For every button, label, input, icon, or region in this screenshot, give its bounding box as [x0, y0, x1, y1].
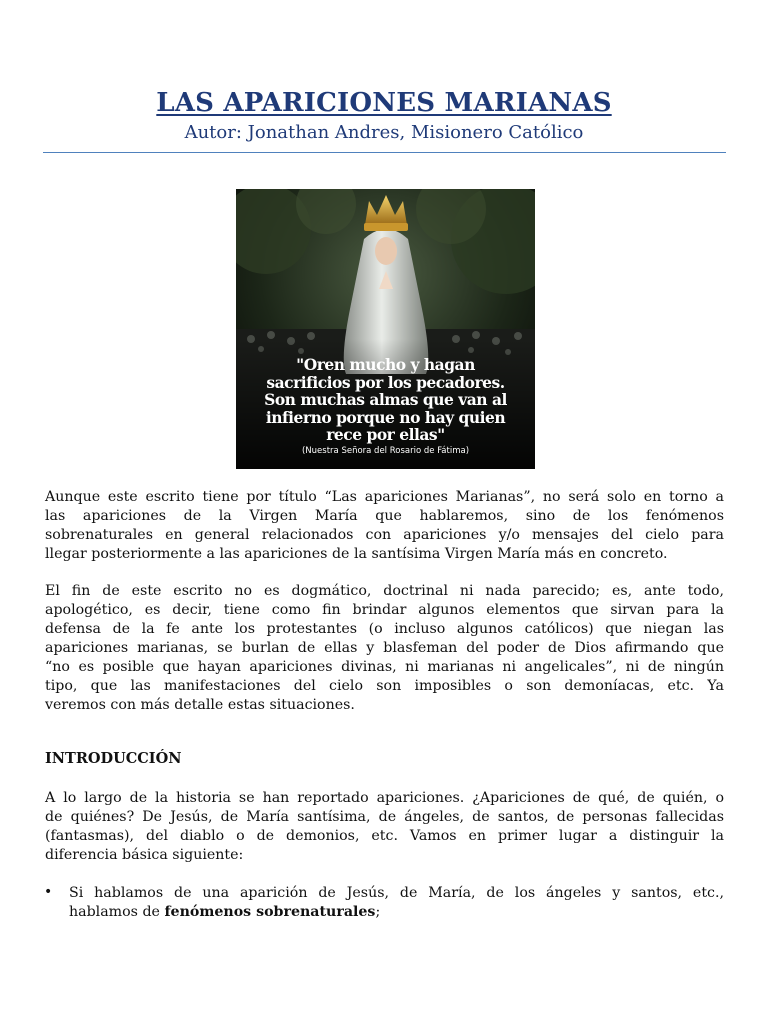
section-heading: INTRODUCCIÓN	[45, 750, 182, 767]
bullet-text: ;	[375, 904, 381, 920]
marian-quote	[236, 356, 535, 444]
paragraph-line: de quiénes? De Jesús, de María santísima, de ángeles, de santos, de personas fallecidas	[45, 809, 724, 825]
document-subtitle: Autor: Jonathan Andres, Misionero Católico	[184, 122, 584, 143]
paragraph-line: apologético, es decir, tiene como fin brindar algunos elementos que sirvan para la	[45, 602, 724, 618]
paragraph-intro	[45, 488, 724, 564]
paragraph-introduction	[45, 789, 724, 865]
bullet-line: Si hablamos de una aparición de Jesús, de María, de los ángeles y santos, etc.,	[69, 885, 724, 901]
paragraph-line: sobrenaturales en general relacionados con apariciones y/o mensajes del cielo para	[45, 527, 724, 543]
bullet-text: hablamos de	[69, 904, 165, 920]
paragraph-line: apariciones marianas, se burlan de ellas y blasfeman del poder de Dios afirmando que	[45, 640, 724, 656]
quote-line: Son muchas almas que van al	[264, 390, 507, 409]
paragraph-line: llegar posteriormente a las apariciones de la santísima Virgen María más en concreto.	[45, 546, 668, 562]
paragraph-line: (fantasmas), del diablo o de demonios, etc. Vamos en primer lugar a distinguir la	[45, 828, 724, 844]
fatima-quote-image	[236, 189, 535, 469]
document-title: LAS APARICIONES MARIANAS	[156, 88, 612, 118]
paragraph-line: El fin de este escrito no es dogmático, doctrinal ni nada parecido; es, ante todo,	[45, 583, 724, 599]
paragraph-line: diferencia básica siguiente:	[45, 847, 244, 863]
quote-line: sacrificios por los pecadores.	[266, 372, 505, 392]
quote-line: "Oren mucho y hagan	[296, 355, 475, 374]
title-divider	[43, 152, 726, 153]
paragraph-line: tipo, que las manifestaciones del cielo son imposibles o son demoníacas, etc. Ya	[45, 678, 724, 694]
paragraph-line: veremos con más detalle estas situaciones.	[45, 697, 355, 713]
paragraph-line: “no es posible que hayan apariciones divinas, ni marianas ni angelicales”, ni de ningún	[45, 659, 724, 675]
quote-line: rece por ellas"	[326, 425, 445, 444]
quote-line: infierno porque no hay quien	[265, 407, 506, 427]
bullet-emphasis: fenómenos sobrenaturales	[164, 904, 376, 920]
bullet-icon: •	[44, 884, 53, 900]
paragraph-line: las apariciones de la Virgen María que hablaremos, sino de los fenómenos	[45, 508, 724, 524]
paragraph-line: defensa de la fe ante los protestantes (o incluso algunos católicos) que niegan las	[45, 621, 724, 637]
bullet-item	[69, 884, 724, 922]
paragraph-purpose	[45, 582, 724, 715]
quote-source: (Nuestra Señora del Rosario de Fátima)	[301, 446, 470, 456]
bullet-line	[69, 903, 724, 922]
paragraph-line: A lo largo de la historia se han reportado apariciones. ¿Apariciones de qué, de quién, o	[45, 790, 724, 806]
paragraph-line: Aunque este escrito tiene por título “Las apariciones Marianas”, no será solo en torno a	[45, 489, 724, 505]
